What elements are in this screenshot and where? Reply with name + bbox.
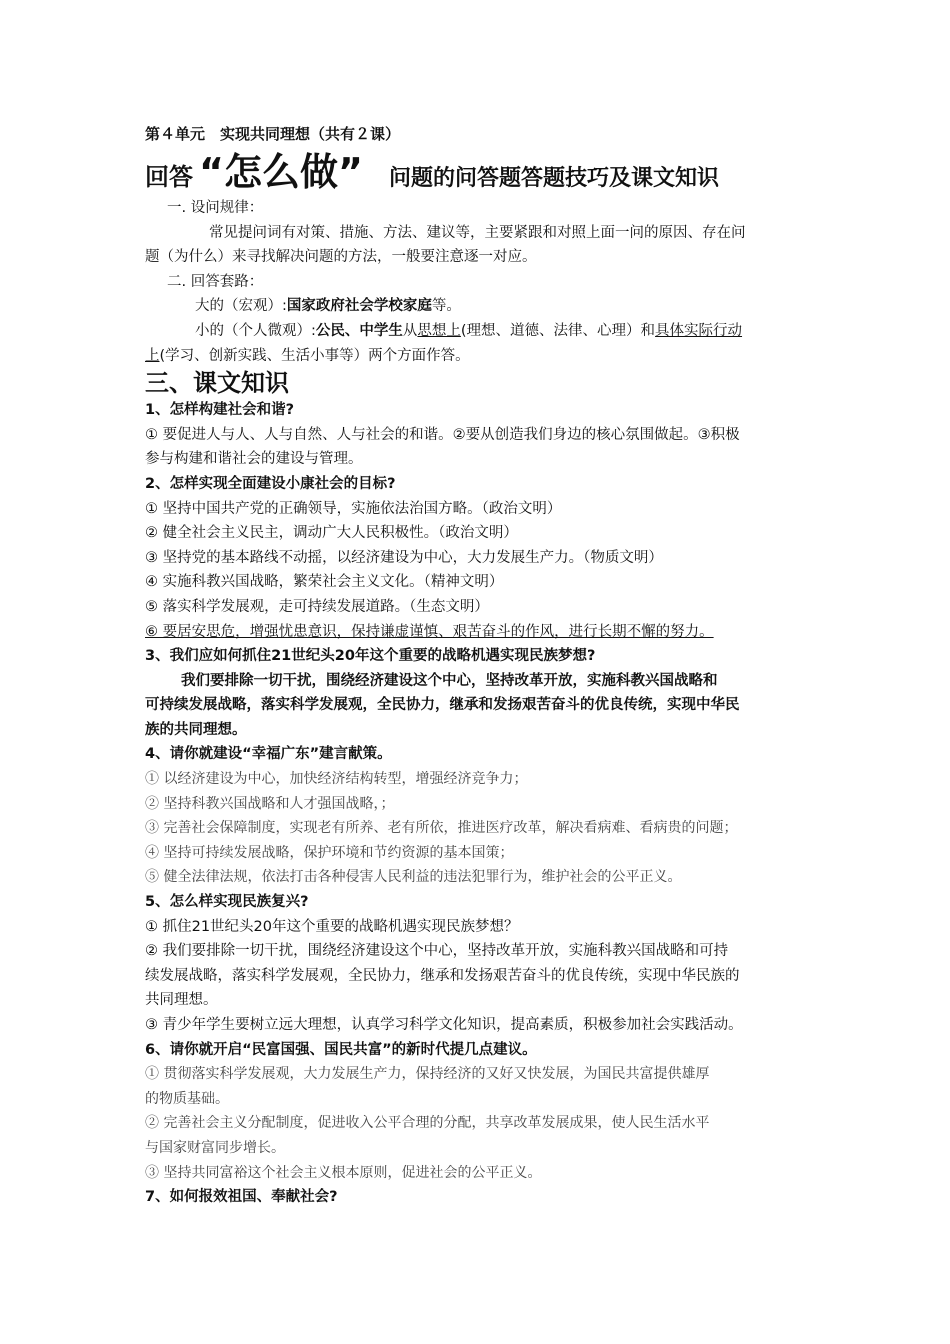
q6-line-3: ② 完善社会主义分配制度，促进收入公平合理的分配，共享改革发展成果，使人民生活水平 (145, 1115, 710, 1132)
q6-line-1: ① 贯彻落实科学发展观，大力发展生产力，保持经济的又好又快发展，为国民共富提供雄厚 (145, 1066, 710, 1083)
q5-line-1: ① 抓住21世纪头20年这个重要的战略机遇实现民族梦想？ (145, 918, 519, 935)
small2-underline: 上 (145, 347, 160, 364)
q3-line-2: 可持续发展战略，落实科学发展观，全民协力，继承和发扬艰苦奋斗的优良传统，实现中华民 (145, 697, 740, 714)
q4-item: ⑤ 健全法律法规，依法打击各种侵害人民利益的违法犯罪行为，维护社会的公平正义。 (145, 869, 682, 886)
q7-title: 7、如何报效祖国、奉献社会? (145, 1189, 338, 1206)
small-from: 从 (402, 322, 418, 339)
q5-title: 5、怎么样实现民族复兴? (145, 894, 309, 911)
section-2-small-line-2 (145, 344, 817, 369)
q3-line-3: 族的共同理想。 (145, 721, 247, 738)
q2-item-underlined: ⑥ 要居安思危，增强忧患意识，保持谦虚谨慎、艰苦奋斗的作风，进行长期不懈的努力。 (145, 623, 714, 640)
q5-line-3: 续发展战略，落实科学发展观，全民协力，继承和发扬艰苦奋斗的优良传统，实现中华民族的 (145, 967, 740, 984)
q4-item: ② 坚持科教兴国战略和人才强国战略，； (145, 795, 395, 812)
q5-line-5: ③ 青少年学生要树立远大理想，认真学习科学文化知识，提高素质，积极参加社会实践活动。 (145, 1017, 743, 1033)
q4-item: ④ 坚持可持续发展战略，保护环境和节约资源的基本国策； (145, 844, 514, 861)
q2-item: ⑤ 落实科学发展观，走可持续发展道路。（生态文明） (145, 598, 489, 615)
small-underline-2: 具体实际行动 (655, 322, 743, 339)
q2-item: ② 健全社会主义民主，调动广大人民积极性。（政治文明） (145, 525, 518, 542)
main-heading (145, 148, 817, 196)
q5-line-4: 共同理想。 (145, 992, 218, 1009)
small2-rest: (学习、创新实践、生活小事等）两个方面作答。 (159, 347, 470, 364)
q3-title: 3、我们应如何抓住21世纪头20年这个重要的战略机遇实现民族梦想? (145, 648, 596, 665)
small-prefix: 小的（个人微观）: (195, 322, 316, 339)
section-1-text-line-2: 题（为什么）来寻找解决问题的方法，一般要注意逐一对应。 (145, 249, 537, 266)
section-1-title: 一. 设问规律： (167, 200, 264, 216)
section-2-big-line (145, 294, 817, 319)
q6-line-5: ③ 坚持共同富裕这个社会主义根本原则，促进社会的公平正义。 (145, 1164, 542, 1181)
section-2-title: 二. 回答套路： (167, 273, 264, 290)
q1-title: 1、怎样构建社会和谐? (145, 402, 294, 419)
q2-item: ① 坚持中国共产党的正确领导，实施依法治国方略。（政治文明） (145, 500, 562, 517)
heading-part-2: “怎么做” (199, 150, 363, 194)
q4-item: ③ 完善社会保障制度，实现老有所养、老有所依，推进医疗改革，解决看病难、看病贵的问题； (145, 820, 738, 837)
q6-title: 6、请你就开启“民富国强、国民共富”的新时代提几点建议。 (145, 1041, 537, 1058)
q2-title: 2、怎样实现全面建设小康社会的目标? (145, 475, 396, 492)
q5-line-2: ② 我们要排除一切干扰，围绕经济建设这个中心，坚持改革开放，实施科教兴国战略和可持 (145, 943, 729, 960)
q2-item: ④ 实施科教兴国战略，繁荣社会主义文化。（精神文明） (145, 574, 504, 591)
q6-line-4: 与国家财富同步增长。 (145, 1139, 285, 1156)
section-2-small-line (145, 319, 817, 344)
big-suffix: 等。 (431, 298, 461, 315)
small-bold: 公民、中学生 (315, 322, 403, 339)
big-bold: 国家政府社会学校家庭 (286, 298, 432, 315)
document-page (145, 120, 817, 1210)
heading-part-3: 问题的问答题答题技巧及课文知识 (388, 166, 719, 191)
heading-part-1: 回答 (145, 163, 193, 191)
section-3-title: 三、课文知识 (145, 369, 289, 398)
q1-line-2: 参与构建和谐社会的建设与管理。 (145, 451, 363, 468)
q4-title: 4、请你就建设“幸福广东”建言献策。 (145, 746, 392, 763)
q2-item: ③ 坚持党的基本路线不动摇，以经济建设为中心，大力发展生产力。（物质文明） (145, 549, 663, 566)
q3-line-1: 我们要排除一切干扰，围绕经济建设这个中心，坚持改革开放，实施科教兴国战略和 (181, 672, 718, 689)
q4-item: ① 以经济建设为中心，加快经济结构转型，增强经济竞争力； (145, 771, 528, 788)
q1-line-1: ① 要促进人与人、人与自然、人与社会的和谐。②要从创造我们身边的核心氛围做起。③积极 (145, 426, 740, 443)
q6-line-2: 的物质基础。 (145, 1090, 229, 1107)
unit-title: 第４单元 实现共同理想（共有２课） (145, 125, 401, 143)
big-prefix: 大的（宏观）: (195, 298, 287, 315)
small-mid: (理想、道德、法律、心理）和 (460, 322, 656, 339)
section-1-text-line-1: 常见提问词有对策、措施、方法、建议等，主要紧跟和对照上面一问的原因、存在问 (209, 224, 746, 241)
small-underline-1: 思想上 (417, 322, 461, 339)
